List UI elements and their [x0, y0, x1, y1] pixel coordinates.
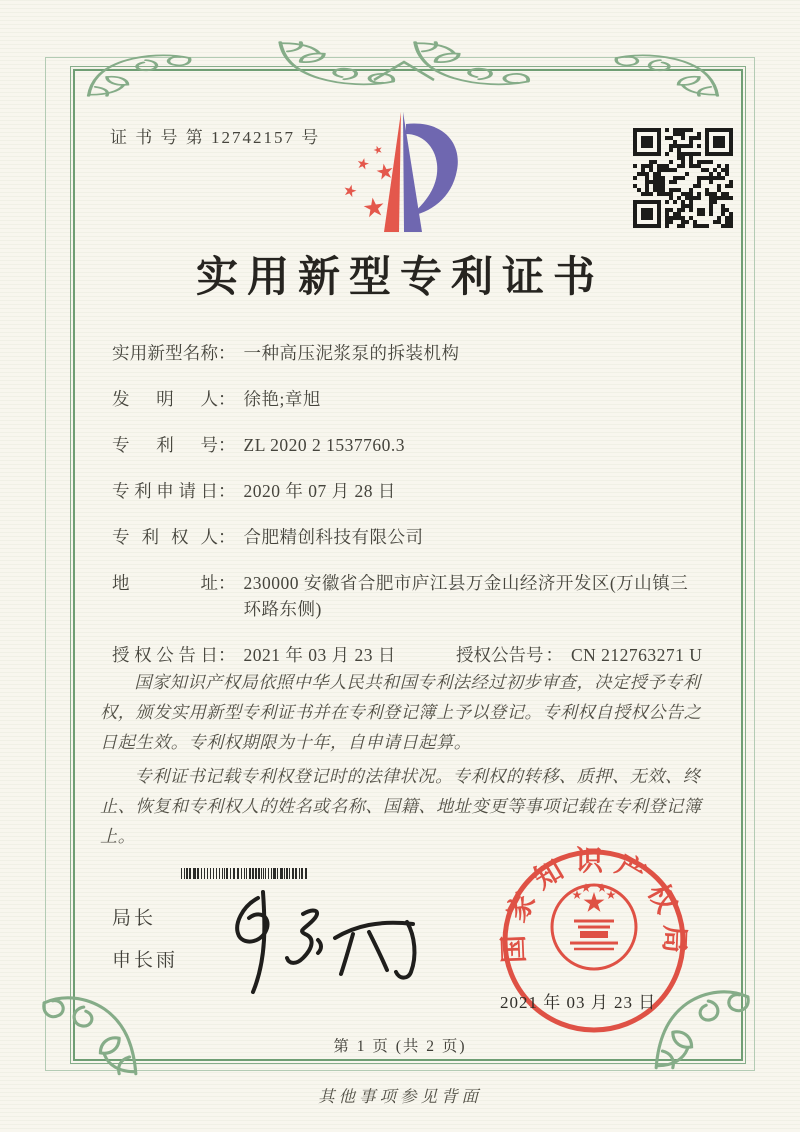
signer-title: 局长: [112, 908, 157, 929]
certificate-number-prefix: 证 书 号 第: [110, 128, 205, 147]
field-value: 徐艳;章旭: [243, 389, 321, 409]
field-label: 地址: [112, 573, 218, 593]
signer-name: 申长雨: [112, 950, 179, 971]
field-row-filing-date: 专利申请日 ： 2020 年 07 月 28 日: [112, 478, 730, 504]
top-right-ornament-icon: [612, 48, 722, 98]
seal-text: 国家知识产权局: [498, 846, 690, 964]
grant-number-group: 授权公告号 ： CN 212763271 U: [456, 642, 702, 668]
grant-number-value: CN 212763271 U: [571, 645, 703, 665]
field-row-patentee: 专利权人 ： 合肥精创科技有限公司: [112, 524, 730, 550]
national-emblem-icon: [552, 883, 636, 969]
legal-paragraph-2: 专利证书记载专利权登记时的法律状况。专利权的转移、质押、无效、终止、恢复和专利权人的姓名或名称、国籍、地址变更等事项记载在专利登记簿上。: [100, 767, 702, 846]
seal-date: 2021 年 03 月 23 日: [500, 993, 657, 1012]
certificate-title: 实用新型专利证书: [195, 255, 604, 301]
field-label: 专利权人: [112, 527, 218, 547]
certificate-number-line: [110, 123, 320, 148]
field-row-name: 实用新型名称 ： 一种高压泥浆泵的拆装机构: [112, 340, 730, 366]
field-label: 专利申请日: [112, 481, 218, 501]
field-value: 一种高压泥浆泵的拆装机构: [243, 343, 460, 363]
field-row-grant: [112, 642, 730, 668]
cnipa-logo-icon: [332, 104, 467, 234]
field-row-patent-no: 专利号 ： ZL 2020 2 1537760.3: [112, 432, 730, 458]
top-left-ornament-icon: [84, 48, 194, 98]
field-label: 授权公告日: [112, 645, 218, 665]
certificate-number: 12742157: [211, 128, 295, 147]
field-value: ZL 2020 2 1537760.3: [243, 435, 405, 455]
field-label: 专利号: [112, 435, 218, 455]
field-value: 2020 年 07 月 28 日: [243, 481, 396, 501]
certificate-number-suffix: 号: [301, 128, 321, 147]
field-row-address: 地址 ： 230000 安徽省合肥市庐江县万金山经济开发区(万山镇三环路东侧): [112, 570, 730, 622]
grant-date-value: 2021 年 03 月 23 日: [243, 645, 396, 665]
back-note: 其他事项参见背面: [318, 1087, 482, 1106]
director-signature: [183, 876, 428, 1004]
field-label: 实用新型名称: [112, 343, 218, 363]
top-center-ornament-icon: [270, 34, 538, 98]
page-number: 第 1 页 (共 2 页): [333, 1038, 467, 1055]
bottom-left-flourish-icon: [40, 984, 140, 1078]
qr-code: [633, 128, 733, 228]
field-value: 230000 安徽省合肥市庐江县万金山经济开发区(万山镇三环路东侧): [243, 573, 689, 619]
field-list: [112, 340, 730, 688]
field-row-inventor: 发明人 ： 徐艳;章旭: [112, 386, 730, 412]
field-label: 发明人: [112, 389, 218, 409]
legal-paragraph-1: 国家知识产权局依照中华人民共和国专利法经过初步审查，决定授予专利权，颁发实用新型专利证书并在专利登记簿上予以登记。专利权自授权公告之日起生效。专利权期限为十年，自申请日起算。: [100, 673, 702, 752]
legal-text: [100, 668, 716, 856]
field-value: 合肥精创科技有限公司: [243, 527, 424, 547]
field-label: 授权公告号: [456, 645, 544, 665]
grant-date-group: 授权公告日 ： 2021 年 03 月 23 日: [112, 642, 456, 668]
